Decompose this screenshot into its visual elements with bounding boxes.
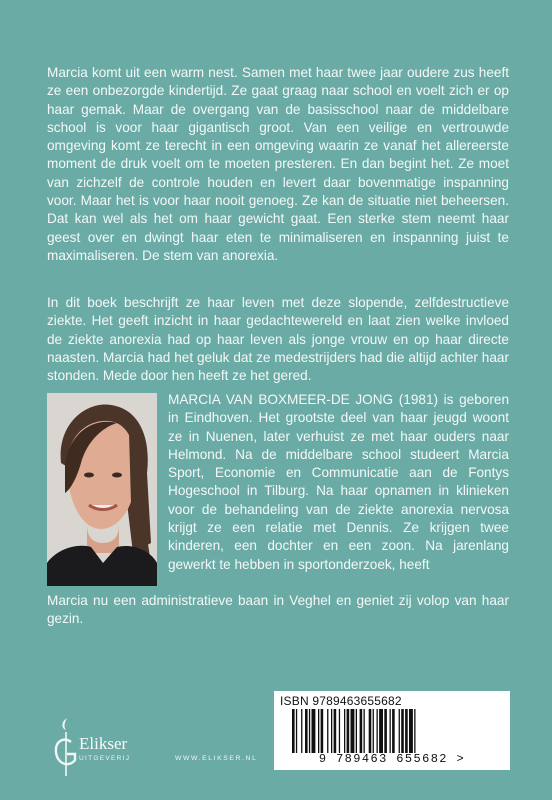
publisher-website: WWW.ELIKSER.NL [175,755,258,762]
publisher-subtitle: UITGEVERIJ [79,755,131,762]
barcode-bar [392,709,395,753]
barcode-bar [344,709,345,753]
author-bio: MARCIA VAN BOXMEER-DE JONG (1981) is geboren in Eindhoven. Het grootste deel van haar jeugd woont ze in Nuenen, later verhuist ze met haar ouders naar Helmond. Na de middelbare school studeert Marcia Sport, Economie en Communicatie aan de Fontys Hogeschool in Tilburg. Na haar opnamen in klinieken voor de behandeling van de ziekte anorexia nervosa krijgt ze een relatie met Dennis. Ze krijgen twee kinderen, een dochter en een zoon. Na jarenlang gewerkt te hebben in sportonderzoek, heeft [168,392,509,572]
blurb-paragraph-1: Marcia komt uit een warm nest. Samen met haar twee jaar oudere zus heeft ze een onbezorgde kindertijd. Ze gaat graag naar school en voelt zich er op haar gemak. Maar de overgang van de basisschool naar de middelbare school is voor haar gigantisch groot. Van een veilige en vertrouwde omgeving komt ze terecht in een omgeving waarin ze vanaf het allereerste moment de druk voelt om te moeten presteren. En dan begint het. Ze moet van zichzelf de controle houden en levert daar bovenmatige inspanning voor. Maar het is voor haar nooit genoeg. Ze kan de situatie niet beheersen. Dat kan wel als het om haar gewicht gaat. Een sterke stem neemt haar geest over en dwingt haar eten te minimaliseren en inspanning juist te maximaliseren. De stem van anorexia. [47,65,509,263]
barcode-bar [292,709,295,753]
barcode-bar [347,709,350,753]
barcode-bar [409,709,413,753]
barcode-bar [312,709,316,753]
barcode-bars [278,709,496,753]
barcode-bar [399,709,400,753]
barcode-bar [356,709,357,753]
barcode-bar [373,709,374,753]
barcode-bar [390,709,391,753]
barcode-bar [296,709,297,753]
barcode-bar [305,709,308,753]
barcode-bar [414,709,415,753]
barcode-bar [369,709,372,753]
barcode-bar [405,709,408,753]
barcode-bar [334,709,337,753]
barcode-bar [327,709,328,753]
barcode-bar [318,709,319,753]
publisher-name: Elikser [79,734,128,753]
publisher-logo [53,716,163,778]
barcode-bar [377,709,378,753]
barcode-digits: 9 789463 655682 > [318,752,466,766]
barcode-bar [401,709,404,753]
barcode-bar [360,709,363,753]
barcode-bar [309,709,310,753]
publisher-emblem-icon [53,716,79,778]
author-photo [47,393,157,586]
barcode-bar [351,709,355,753]
isbn-barcode [274,691,510,770]
barcode-bar [331,709,332,753]
barcode-bar [301,709,302,753]
barcode-bar [379,709,383,753]
author-bio-end: Marcia nu een administratieve baan in Veghel en geniet zij volop van haar gezin. [47,593,509,627]
barcode-bar [384,709,387,753]
barcode-bar [321,709,324,753]
barcode-bar [364,709,365,753]
blurb-paragraph-2: In dit boek beschrijft ze haar leven met deze slopende, zelfdestructieve ziekte. Het geeft inzicht in haar gedachtewereld en laat zien welke invloed de ziekte anorexia had op haar leven als jonge vrouw en op haar directe naasten. Marcia had het geluk dat ze medestrijders had die altijd achter haar stonden. Mede door hen heeft ze het gered. [47,295,509,384]
barcode-bar [339,709,340,753]
isbn-label: ISBN 9789463655682 [280,694,402,708]
